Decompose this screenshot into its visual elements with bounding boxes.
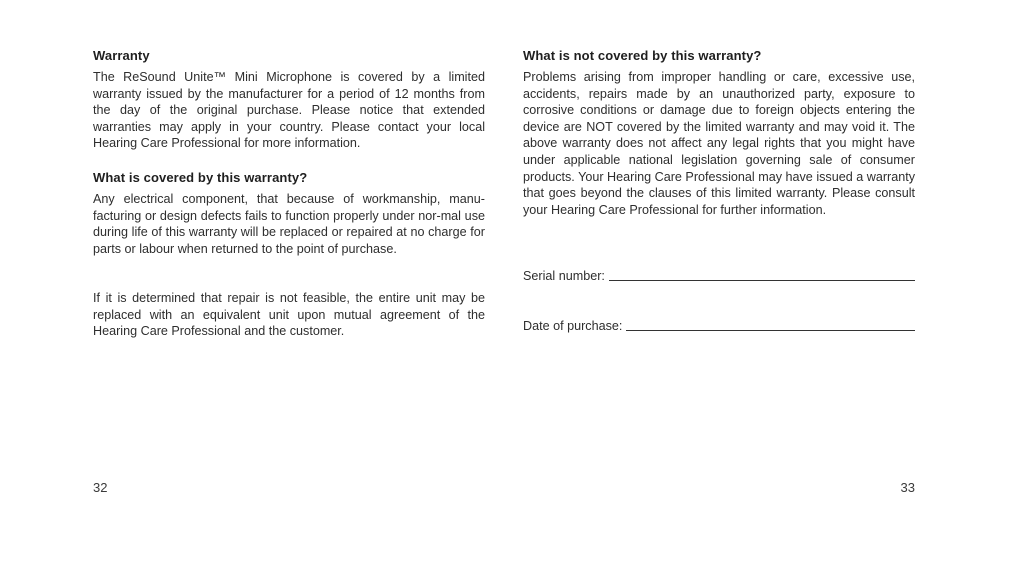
date-of-purchase-field <box>523 318 915 334</box>
page-number-left: 32 <box>93 480 108 495</box>
date-of-purchase-label: Date of purchase: <box>523 319 623 333</box>
serial-number-label: Serial number: <box>523 269 605 283</box>
right-page <box>523 0 915 566</box>
replacement-paragraph: If it is determined that repair is not feasible, the entire unit may be replaced with an equivalent unit upon mutual agreement of the Hearing Care Professional and the customer. <box>93 291 485 339</box>
page-number-right: 33 <box>900 480 915 495</box>
date-of-purchase-line <box>626 329 915 331</box>
serial-number-line <box>609 279 915 281</box>
not-covered-paragraph: Problems arising from improper handling or care, excessive use, accidents, repairs made by an unauthorized party, exposure to corrosive conditions or damage due to foreign objects entering the device are NOT covered by the limited warranty and may void it. The above warranty does not affect any legal rights that you might have under applicable national legislation governing sale of consumer products. Your Hearing Care Professional may have issued a warranty that goes beyond the clauses of this limited warranty. Please consult your Hearing Care Professional for further information. <box>523 70 916 217</box>
warranty-heading: Warranty <box>93 48 150 63</box>
warranty-paragraph: The ReSound Unite™ Mini Microphone is covered by a limited warranty issued by the manufacturer for a period of 12 months from the day of the original purchase. Please notice that extended warranties may apply in your country. Please contact your local Hearing Care Professional for more information. <box>93 70 485 151</box>
covered-paragraph: Any electrical component, that because of workmanship, manu-facturing or design defects fails to function properly under nor-mal use during life of this warranty will be replaced or repaired at no charge for parts or labour when returned to the point of purchase. <box>93 192 485 256</box>
not-covered-heading: What is not covered by this warranty? <box>523 48 762 63</box>
left-page <box>93 0 485 566</box>
covered-heading: What is covered by this warranty? <box>93 170 308 185</box>
serial-number-field <box>523 268 915 284</box>
